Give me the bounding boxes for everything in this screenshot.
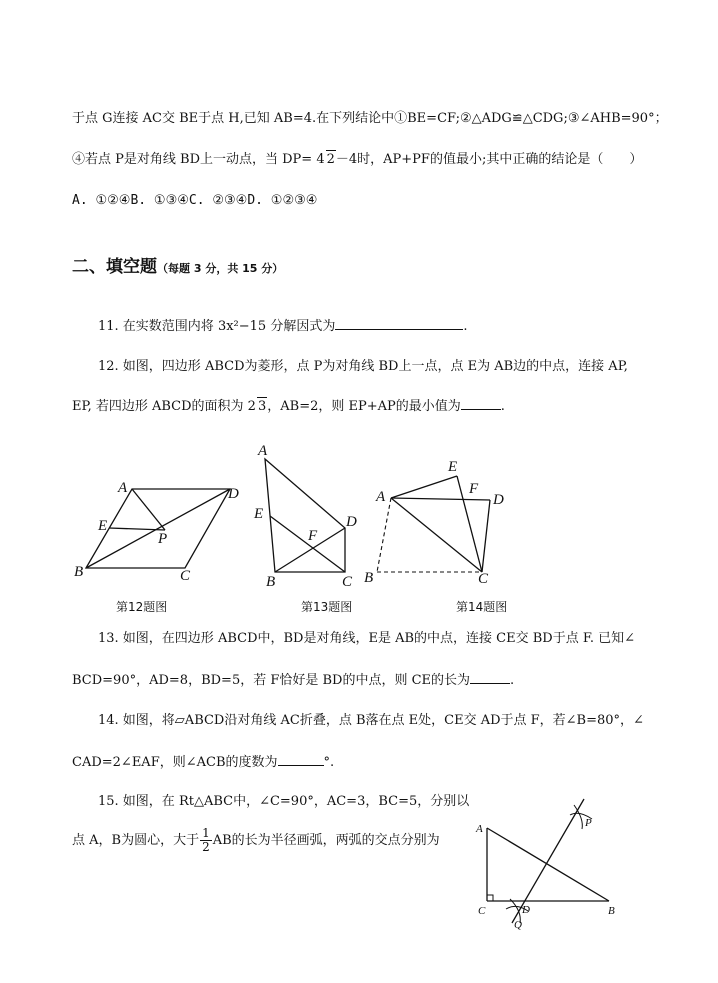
- fig12-label-e: E: [98, 518, 108, 534]
- fig12-label-a: A: [118, 480, 128, 496]
- fig15-label-d: D: [522, 904, 530, 916]
- q13-blank: [470, 670, 510, 684]
- fig12-line-bd: [86, 489, 230, 568]
- fig13-label-c: C: [342, 574, 353, 590]
- q13-line-2: [72, 670, 514, 690]
- fig12-label-d: D: [228, 486, 239, 502]
- fig14-line-dc: [482, 500, 490, 572]
- q15-line-2-part-b: AB的长为半径画弧，两弧的交点分别为: [212, 833, 440, 848]
- fig12-line-ap: [132, 489, 165, 530]
- fig12-caption: 第12题图: [116, 600, 168, 614]
- fig12-label-c: C: [180, 568, 191, 584]
- fig13-quadrilateral: [265, 459, 345, 572]
- figure-13: [250, 440, 370, 590]
- fig15-label-p: P: [585, 817, 592, 829]
- fig14-label-e: E: [448, 459, 458, 475]
- fig15-label-c: C: [478, 905, 486, 917]
- q12-line-2-part-a: EP, 若四边形 ABCD的面积为 2: [72, 399, 256, 414]
- q12-line-1: 12. 如图，四边形 ABCD为菱形，点 P为对角线 BD上一点，点 E为 AB边的中点，连接 AP,: [98, 359, 628, 374]
- fig13-label-d: D: [346, 514, 357, 530]
- figure-14: [360, 455, 530, 590]
- q12-line-2-part-b: ，AB=2，则 EP+AP的最小值为: [267, 399, 461, 414]
- q13-line-2-text: BCD=90°，AD=8，BD=5，若 F恰好是 BD的中点，则 CE的长为: [72, 673, 471, 688]
- frac-numerator: 1: [202, 826, 210, 840]
- fig13-label-b: B: [266, 574, 276, 590]
- fig14-label-d: D: [493, 492, 504, 508]
- fig12-label-p: P: [158, 531, 168, 547]
- q15-line-2: [72, 826, 440, 856]
- q10-options: A. ①②④B. ①③④C. ②③④D. ①②③④: [72, 193, 318, 208]
- fig14-line-ae: [391, 476, 457, 498]
- fig14-label-f: F: [469, 481, 479, 497]
- q14-blank: [278, 752, 324, 766]
- section-title: [72, 252, 283, 277]
- figure-12: [70, 470, 260, 590]
- fraction-one-half: [200, 827, 212, 854]
- q14-line-1: 14. 如图，将▱ABCD沿对角线 AC折叠，点 B落在点 E处，CE交 AD于点 F，若∠B=80°，∠: [98, 713, 644, 728]
- q10-line-1: 于点 G连接 AC交 BE于点 H,已知 AB=4.在下列结论中①BE=CF;②△ADG≌△CDG;③∠AHB=90°；: [72, 111, 668, 126]
- fig14-dashed-ab: [377, 498, 391, 572]
- fig14-line-ad: [391, 498, 490, 500]
- fig12-label-b: B: [74, 564, 84, 580]
- q10-line-2-part-a: ④若点 P是对角线 BD上一动点，当 DP= 4: [72, 152, 325, 167]
- figure-15: [470, 795, 630, 935]
- section-heading: 二、填空题: [72, 257, 157, 277]
- q12-blank: [461, 396, 501, 410]
- fig15-label-a: A: [476, 823, 483, 835]
- q12-end: .: [500, 399, 505, 414]
- q14-end: °.: [323, 755, 335, 770]
- fig13-label-e: E: [254, 506, 264, 522]
- fig15-right-angle-mark: [487, 895, 493, 901]
- q15-line-1: 15. 如图，在 Rt△ABC中，∠C=90°，AC=3，BC=5，分别以: [98, 794, 470, 809]
- fig13-label-a: A: [258, 443, 268, 459]
- fig14-label-a: A: [376, 489, 386, 505]
- q14-line-2-text: CAD=2∠EAF，则∠ACB的度数为: [72, 755, 278, 770]
- fig14-label-b: B: [364, 570, 374, 586]
- q11-blank: [335, 316, 463, 330]
- sqrt-three: 3: [257, 399, 267, 414]
- q13-end: .: [510, 673, 515, 688]
- q14-line-2: [72, 752, 334, 772]
- q15-line-2-part-a: 点 A，B为圆心，大于: [72, 833, 200, 848]
- fig13-caption: 第13题图: [301, 600, 353, 614]
- section-note: （每题 3 分，共 15 分）: [157, 262, 284, 275]
- q11-text: 11. 在实数范围内将 3x²−15 分解因式为: [98, 319, 336, 334]
- q11-line: [98, 316, 467, 336]
- q10-line-2: [72, 150, 642, 169]
- fig15-side-ab: [487, 828, 609, 901]
- fig15-label-q: Q: [514, 919, 522, 931]
- q10-line-2-part-b: －4时，AP+PF的值最小;其中正确的结论是（ ）: [335, 152, 643, 167]
- fig13-line-ec: [270, 516, 345, 572]
- q11-end: .: [463, 319, 468, 334]
- fig13-label-f: F: [308, 528, 318, 544]
- fig14-caption: 第14题图: [456, 600, 508, 614]
- fig15-label-b: B: [608, 905, 615, 917]
- frac-denominator: 2: [202, 840, 210, 854]
- fig14-line-ac: [391, 498, 482, 572]
- sqrt-two: 2: [326, 152, 335, 167]
- q13-line-1: 13. 如图，在四边形 ABCD中，BD是对角线，E是 AB的中点，连接 CE交 BD于点 F. 已知∠: [98, 631, 635, 646]
- fig14-label-c: C: [478, 571, 489, 587]
- q12-line-2: [72, 396, 505, 416]
